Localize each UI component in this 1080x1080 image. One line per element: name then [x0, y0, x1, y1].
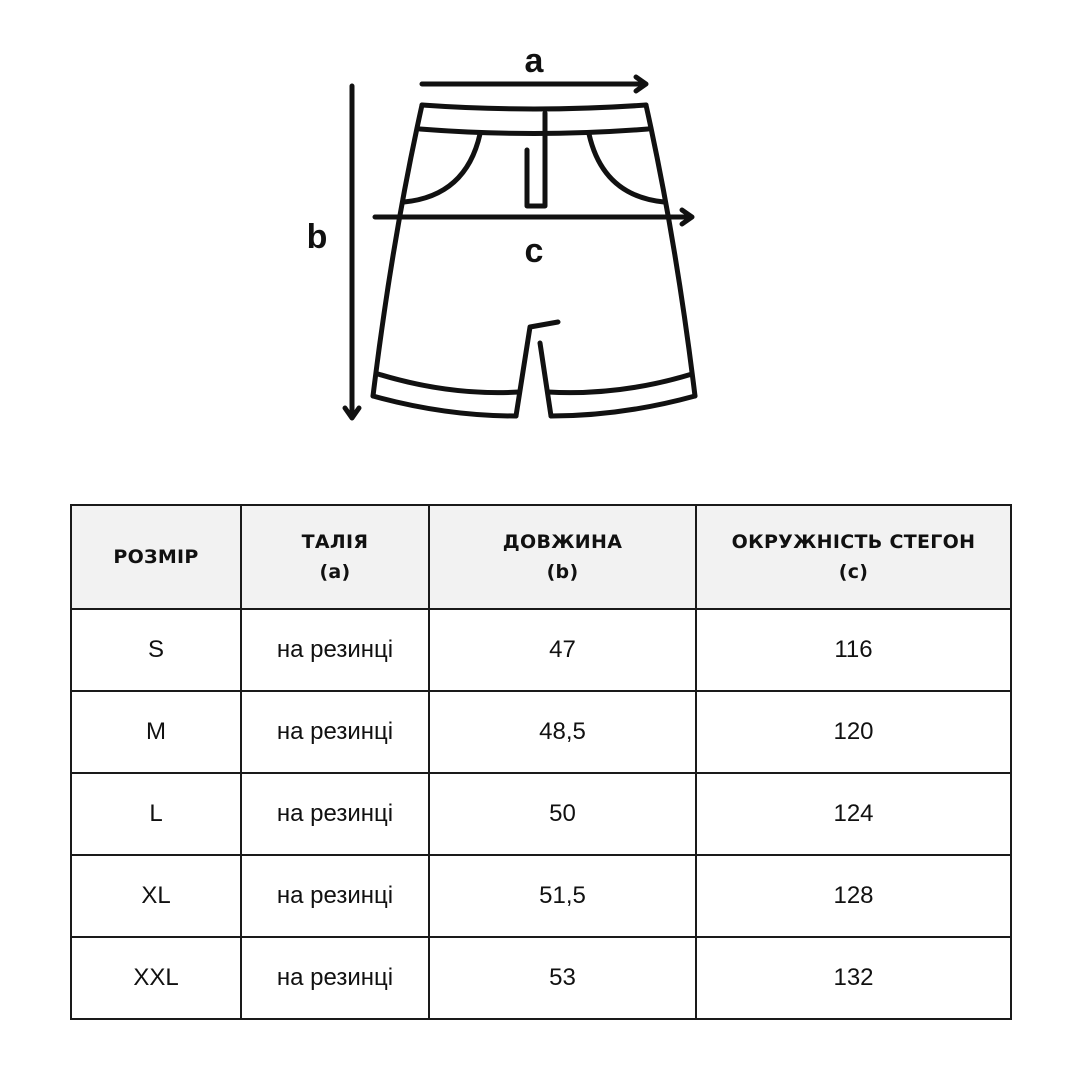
cell-hips: 116: [696, 609, 1011, 691]
crotch-line: [516, 322, 558, 416]
arrow-c: [375, 210, 692, 224]
waistband-top-line: [422, 105, 646, 109]
cell-waist: на резинці: [241, 609, 429, 691]
cell-size: S: [71, 609, 241, 691]
cell-size: XXL: [71, 937, 241, 1019]
table-row: [71, 855, 1011, 937]
arrow-b: [345, 86, 359, 418]
cell-length: 53: [429, 937, 696, 1019]
left-hem-top: [378, 374, 519, 393]
cell-waist: на резинці: [241, 855, 429, 937]
cell-waist: на резинці: [241, 937, 429, 1019]
right-hem-top: [548, 374, 692, 393]
label-a: a: [524, 42, 544, 80]
cell-hips: 132: [696, 937, 1011, 1019]
center-front-line: [527, 113, 545, 206]
header-hips: ОКРУЖНІСТЬ СТЕГОН (c): [696, 505, 1011, 609]
label-b: b: [306, 218, 328, 256]
cell-hips: 124: [696, 773, 1011, 855]
right-hem-bottom: [551, 396, 695, 416]
size-table: [70, 504, 1012, 1020]
left-hem-bottom: [373, 396, 516, 416]
table-row: [71, 773, 1011, 855]
cell-waist: на резинці: [241, 691, 429, 773]
label-c: c: [524, 232, 544, 270]
header-length: ДОВЖИНА (b): [429, 505, 696, 609]
cell-waist: на резинці: [241, 773, 429, 855]
cell-length: 48,5: [429, 691, 696, 773]
cell-length: 50: [429, 773, 696, 855]
table-header-row: [71, 505, 1011, 609]
cell-length: 51,5: [429, 855, 696, 937]
cell-hips: 120: [696, 691, 1011, 773]
waistband-bottom-line: [420, 129, 648, 134]
cell-size: XL: [71, 855, 241, 937]
cell-length: 47: [429, 609, 696, 691]
header-size: РОЗМІР: [71, 505, 241, 609]
left-side-seam: [373, 105, 422, 396]
header-waist: ТАЛІЯ (a): [241, 505, 429, 609]
inseam-right: [540, 343, 551, 416]
cell-size: L: [71, 773, 241, 855]
table-row: [71, 609, 1011, 691]
cell-hips: 128: [696, 855, 1011, 937]
cell-size: M: [71, 691, 241, 773]
right-side-seam: [646, 105, 695, 396]
shorts-measurement-diagram: [0, 0, 1080, 480]
table-row: [71, 937, 1011, 1019]
table-row: [71, 691, 1011, 773]
